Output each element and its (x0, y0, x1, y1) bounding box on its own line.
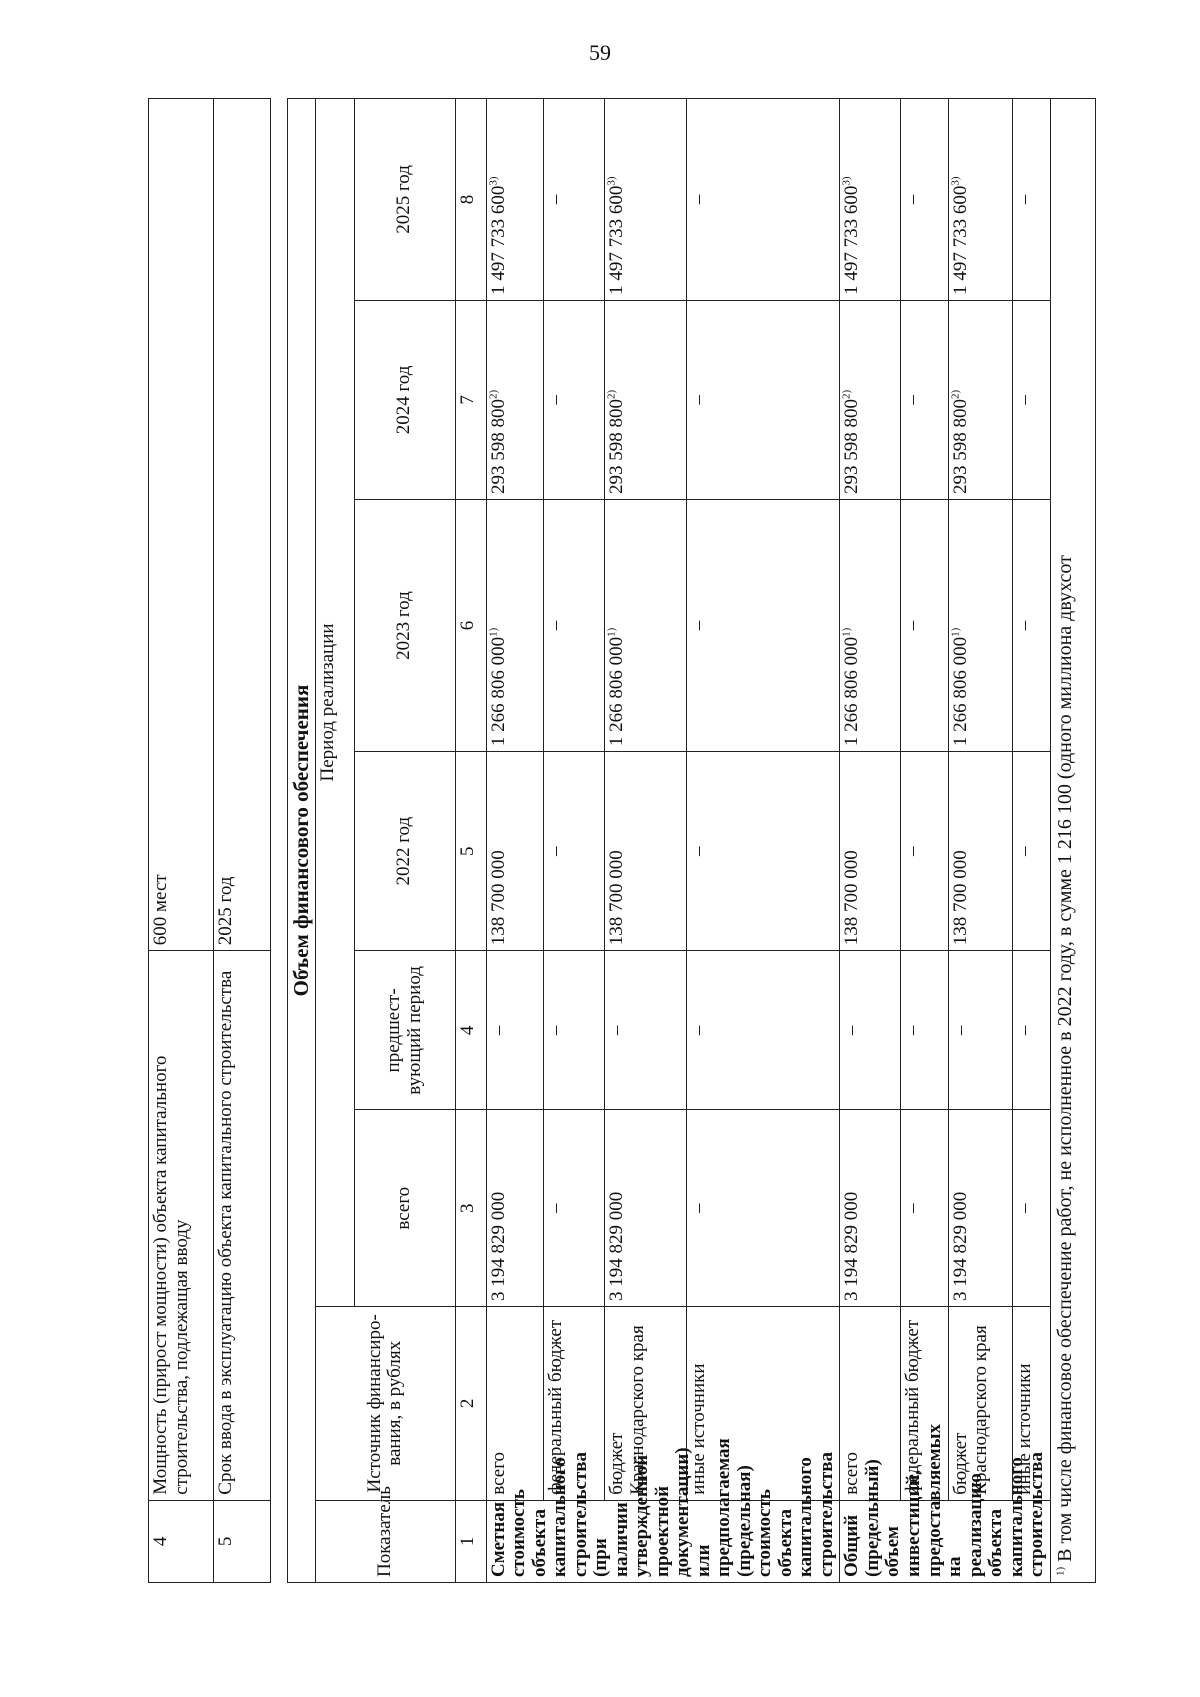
col-number: 1 (455, 1500, 486, 1582)
y2024-cell: – (900, 300, 948, 499)
y2024-cell: 293 598 800$^{2)}$ (605, 300, 686, 499)
col-number: 7 (455, 300, 486, 499)
page-number: 59 (589, 40, 611, 65)
y2025-cell: 1 497 733 600$^{3)}$ (948, 99, 1013, 301)
source-cell: бюджет Краснодарского края (605, 1306, 686, 1500)
previous-cell: – (948, 951, 1013, 1110)
col-number: 4 (455, 951, 486, 1110)
footnote-ref: 3) (487, 176, 500, 186)
column-number-row (455, 99, 486, 1583)
source-cell: всего (486, 1306, 543, 1500)
total-cell: – (543, 1110, 604, 1306)
table-row (840, 99, 900, 1583)
table-row (900, 99, 948, 1583)
section-title: Объем финансового обеспечения (288, 99, 316, 1583)
header-2024: 2024 год (354, 300, 455, 499)
y2025-cell: 1 497 733 600$^{3)}$ (486, 99, 543, 301)
header-2025: 2025 год (354, 99, 455, 301)
footnote-ref: 2) (949, 389, 962, 399)
footnote-ref: 3) (949, 176, 962, 186)
total-cell: 3 194 829 000 (605, 1110, 686, 1306)
y2022-cell: 138 700 000 (605, 752, 686, 951)
source-cell: федеральный бюджет (543, 1306, 604, 1500)
y2023-cell: 1 266 806 000$^{1)}$ (486, 499, 543, 751)
passport-row-4 (149, 99, 214, 1583)
row-label: Срок ввода в эксплуатацию объекта капитального строительства (214, 951, 271, 1500)
footnote-text: $^{1)}$ В том числе финансовое обеспечение работ, не исполненное в 2022 году, в сумме 1 216 100 (одного миллиона двухсот (1050, 99, 1095, 1583)
total-cell: – (1013, 1110, 1050, 1306)
row-number: 4 (149, 1500, 214, 1582)
y2025-cell: 1 497 733 600$^{3)}$ (605, 99, 686, 301)
footnote-ref: 1) (949, 627, 962, 637)
source-cell: всего (840, 1306, 900, 1500)
col-number: 8 (455, 99, 486, 301)
previous-cell: – (605, 951, 686, 1110)
y2025-cell: 1 497 733 600$^{3)}$ (840, 99, 900, 301)
y2022-cell: – (543, 752, 604, 951)
y2025-cell: – (543, 99, 604, 301)
source-cell: иные источники (1013, 1306, 1050, 1500)
y2024-cell: 293 598 800$^{2)}$ (486, 300, 543, 499)
y2023-cell: 1 266 806 000$^{1)}$ (605, 499, 686, 751)
y2023-cell: – (900, 499, 948, 751)
header-previous: предшест-вующий период (354, 951, 455, 1110)
previous-cell: – (900, 951, 948, 1110)
previous-cell: – (686, 951, 840, 1110)
header-source: Источник финансиро-вания, в рублях (315, 1306, 455, 1500)
rotated-document (148, 98, 1123, 1583)
passport-table (148, 98, 1096, 1583)
y2022-cell: – (686, 752, 840, 951)
footnote-row (1050, 99, 1095, 1583)
total-cell: 3 194 829 000 (840, 1110, 900, 1306)
source-cell: иные источники (686, 1306, 840, 1500)
total-cell: 3 194 829 000 (486, 1110, 543, 1306)
indicator-total-investment: Общий (предельный) объем инвестиций, предоставляемых на реализацию объекта капитального строительства (840, 1500, 1050, 1582)
previous-cell: – (543, 951, 604, 1110)
y2023-cell: 1 266 806 000$^{1)}$ (948, 499, 1013, 751)
indicator-estimated-cost: Сметная стоимость объекта капитального строительства (при наличии утвержденной проектной документации) или предполагаемая (предельная) стоимость объекта капитального строительства (486, 1500, 840, 1582)
section-title-row (288, 99, 316, 1583)
y2024-cell: 293 598 800$^{2)}$ (948, 300, 1013, 499)
header-total: всего (354, 1110, 455, 1306)
col-number: 3 (455, 1110, 486, 1306)
total-cell: 3 194 829 000 (948, 1110, 1013, 1306)
source-cell: бюджет Краснодарского края (948, 1306, 1013, 1500)
previous-cell: – (1013, 951, 1050, 1110)
table-row (948, 99, 1013, 1583)
table-row (1013, 99, 1050, 1583)
y2022-cell: 138 700 000 (486, 752, 543, 951)
footnote-ref: 2) (841, 389, 854, 399)
previous-cell: – (840, 951, 900, 1110)
total-cell: – (900, 1110, 948, 1306)
y2024-cell: – (686, 300, 840, 499)
y2025-cell: – (686, 99, 840, 301)
row-label: Мощность (прирост мощности) объекта капитального строительства, подлежащая вводу (149, 951, 214, 1500)
table-row (486, 99, 543, 1583)
y2023-cell: 1 266 806 000$^{1)}$ (840, 499, 900, 751)
table-row (543, 99, 604, 1583)
row-value: 2025 год (214, 99, 271, 951)
header-indicator: Показатель (315, 1500, 455, 1582)
footnote-marker: 1) (1053, 1566, 1066, 1576)
footnote-ref: 1) (487, 627, 500, 637)
previous-cell: – (486, 951, 543, 1110)
col-number: 6 (455, 499, 486, 751)
spacer-row (271, 99, 288, 1583)
y2023-cell: – (1013, 499, 1050, 751)
y2023-cell: – (543, 499, 604, 751)
table-row (605, 99, 686, 1583)
y2025-cell: – (900, 99, 948, 301)
footnote-ref: 2) (487, 389, 500, 399)
y2022-cell: 138 700 000 (840, 752, 900, 951)
header-2023: 2023 год (354, 499, 455, 751)
total-cell: – (686, 1110, 840, 1306)
y2024-cell: – (543, 300, 604, 499)
passport-row-5 (214, 99, 271, 1583)
y2022-cell: – (900, 752, 948, 951)
y2024-cell: 293 598 800$^{2)}$ (840, 300, 900, 499)
footnote-ref: 1) (841, 627, 854, 637)
source-cell: федеральный бюджет (900, 1306, 948, 1500)
y2023-cell: – (686, 499, 840, 751)
y2022-cell: – (1013, 752, 1050, 951)
header-row-1 (315, 99, 354, 1583)
col-number: 2 (455, 1306, 486, 1500)
footnote-ref: 3) (605, 176, 618, 186)
footnote-ref: 1) (605, 627, 618, 637)
footnote-ref: 2) (605, 389, 618, 399)
header-2022: 2022 год (354, 752, 455, 951)
col-number: 5 (455, 752, 486, 951)
row-value: 600 мест (149, 99, 214, 951)
y2024-cell: – (1013, 300, 1050, 499)
header-period: Период реализации (315, 99, 354, 1307)
y2022-cell: 138 700 000 (948, 752, 1013, 951)
row-number: 5 (214, 1500, 271, 1582)
table-row (686, 99, 840, 1583)
footnote-ref: 3) (841, 176, 854, 186)
y2025-cell: – (1013, 99, 1050, 301)
